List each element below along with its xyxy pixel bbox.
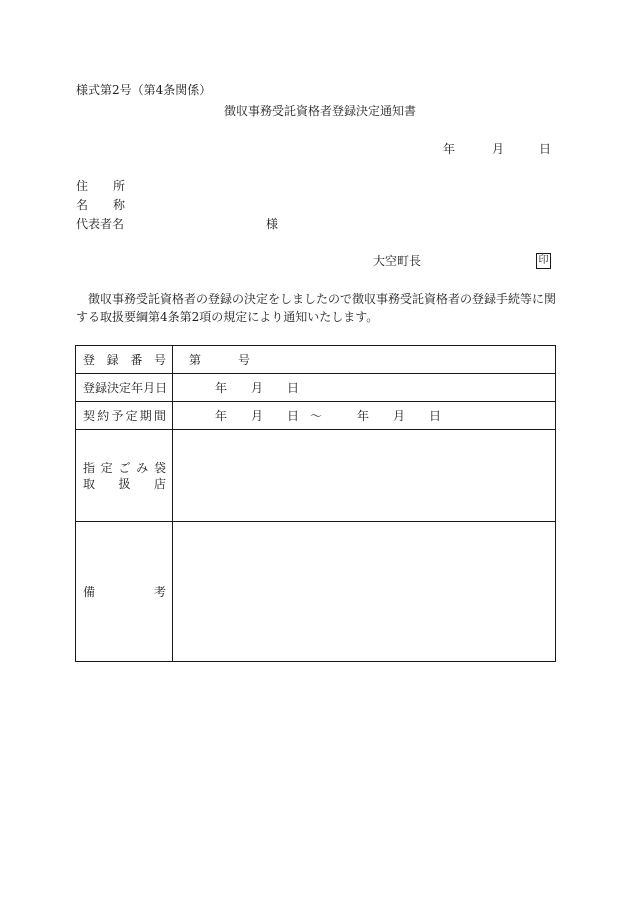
date-day: 日	[539, 142, 552, 156]
period-tilde: ～	[310, 408, 323, 423]
label-char: 備	[83, 585, 96, 599]
date-month: 月	[492, 142, 505, 156]
label-char: 扱	[118, 476, 131, 491]
decision-month: 月	[251, 380, 264, 395]
label-char: 間	[153, 409, 166, 423]
period-start-month: 月	[251, 408, 264, 423]
value-remarks[interactable]	[173, 522, 556, 662]
body-text-line-2: する取扱要綱第4条第2項の規定により通知いたします。	[76, 310, 379, 324]
table-row-designated-store	[76, 430, 556, 522]
label-char: 登	[83, 381, 96, 395]
seal-mark: 印	[536, 253, 551, 269]
decision-day: 日	[287, 380, 300, 395]
value-contract-period[interactable]	[173, 402, 556, 430]
address-label-2: 所	[113, 179, 126, 193]
table-row-registration-number	[76, 346, 556, 374]
table-row-remarks	[76, 522, 556, 662]
label-char: 袋	[153, 460, 166, 475]
address-label-1: 住	[76, 179, 89, 193]
value-decision-date[interactable]	[173, 374, 556, 402]
label-char: 考	[153, 585, 166, 599]
label-designated-store	[76, 430, 173, 522]
decision-year: 年	[215, 380, 228, 395]
label-contract-period	[76, 402, 173, 430]
label-char: 定	[125, 409, 138, 423]
label-char: 定	[119, 381, 132, 395]
period-start-day: 日	[287, 408, 300, 423]
label-char: 決	[107, 381, 120, 395]
label-char: 日	[155, 381, 168, 395]
period-end-month: 月	[393, 408, 406, 423]
registration-table	[75, 345, 556, 662]
label-char: 取	[83, 476, 96, 491]
label-remarks	[76, 522, 173, 662]
name-label-2: 称	[113, 198, 126, 212]
document-title: 徴収事務受託資格者登録決定通知書	[224, 104, 417, 118]
table-row-decision-date	[76, 374, 556, 402]
label-char: 予	[111, 409, 124, 423]
table-row-contract-period	[76, 402, 556, 430]
label-char: 契	[83, 409, 96, 423]
honorific: 様	[266, 217, 279, 231]
label-char: 約	[97, 409, 110, 423]
label-char: 指	[83, 460, 96, 475]
body-text-line-1: 徴収事務受託資格者の登録の決定をしましたので徴収事務受託資格者の登録手続等に関	[88, 292, 557, 306]
period-start-year: 年	[215, 408, 228, 423]
name-label-1: 名	[76, 198, 89, 212]
label-char: 店	[153, 476, 166, 491]
label-char: 号	[153, 353, 166, 367]
label-char: 期	[139, 409, 152, 423]
value-registration-number[interactable]	[173, 346, 556, 374]
label-char: 番	[130, 353, 143, 367]
label-char: 定	[100, 460, 113, 475]
label-char: 月	[143, 381, 156, 395]
period-end-day: 日	[429, 408, 442, 423]
label-registration-number	[76, 346, 173, 374]
label-char: ご	[118, 460, 131, 475]
label-char: 登	[83, 353, 96, 367]
issuer-name: 大空町長	[373, 254, 422, 268]
value-designated-store[interactable]	[173, 430, 556, 522]
label-char: 録	[106, 353, 119, 367]
label-char: 年	[131, 381, 144, 395]
number-prefix: 第	[189, 352, 202, 367]
date-year: 年	[443, 142, 456, 156]
label-char: 録	[95, 381, 108, 395]
label-char: み	[136, 460, 149, 475]
label-decision-date	[76, 374, 173, 402]
representative-label: 代表者名	[76, 217, 125, 231]
period-end-year: 年	[357, 408, 370, 423]
form-number: 様式第2号（第4条関係）	[76, 83, 212, 97]
body-paragraph	[76, 290, 556, 326]
number-suffix: 号	[238, 352, 251, 367]
